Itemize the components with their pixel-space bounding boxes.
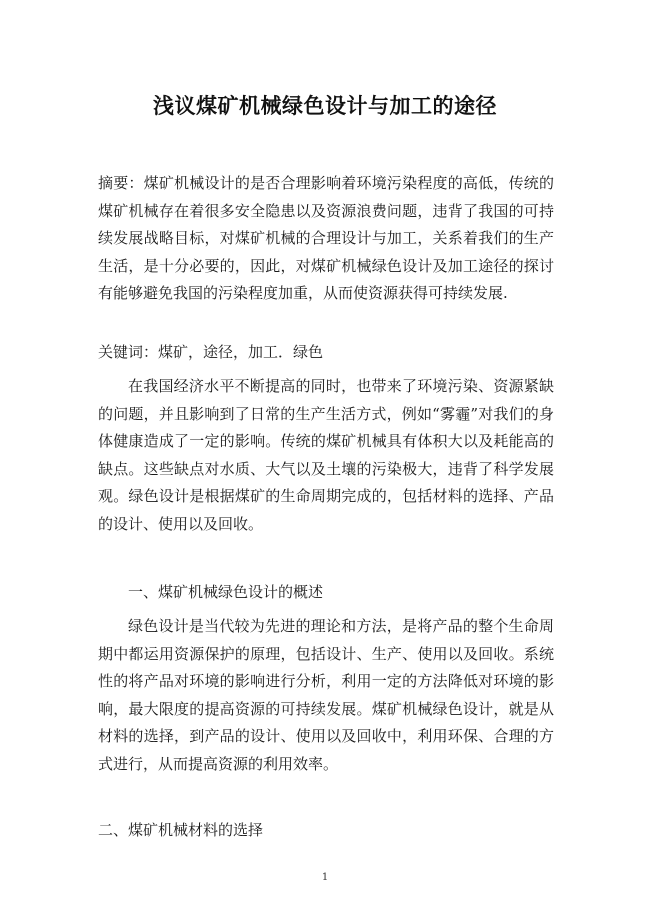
keywords-line: 关键词：煤矿，途径，加工．绿色: [98, 343, 324, 361]
section-1-paragraph: 绿色设计是当代较为先进的理论和方法，是将产品的整个生命周期中都运用资源保护的原理，包括设计、生产、使用以及回收。系统性的将产品对环境的影响进行分析，利用一定的方法降低对环境的影响，最大限度的提高资源的可持续发展。煤矿机械绿色设计，就是从材料的选择，到产品的设计、使用以及回收中，利用环保、合理的方式进行，从而提高资源的利用效率。: [98, 617, 554, 773]
intro-paragraph: 在我国经济水平不断提高的同时，也带来了环境污染、资源紧缺的问题，并且影响到了日常的生产生活方式，例如“雾霾”对我们的身体健康造成了一定的影响。传统的煤矿机械具有体积大以及耗能高的缺点。这些缺点对水质、大气以及土壤的污染极大，违背了科学发展观。绿色设计是根据煤矿的生命周期完成的，包括材料的选择、产品的设计、使用以及回收。: [98, 377, 554, 533]
section-heading-2: 二、煤矿机械材料的选择: [98, 821, 264, 839]
page-number: 1: [321, 872, 329, 883]
section-heading-1: 一、煤矿机械绿色设计的概述: [128, 583, 324, 601]
document-title: 浅议煤矿机械绿色设计与加工的途径: [153, 94, 497, 118]
abstract-paragraph: 摘要：煤矿机械设计的是否合理影响着环境污染程度的高低，传统的煤矿机械存在着很多安全隐患以及资源浪费问题，违背了我国的可持续发展战略目标，对煤矿机械的合理设计与加工，关系着我们的生产生活，是十分必要的，因此，对煤矿机械绿色设计及加工途径的探讨有能够避免我国的污染程度加重，从而使资源获得可持续发展.: [98, 174, 554, 303]
